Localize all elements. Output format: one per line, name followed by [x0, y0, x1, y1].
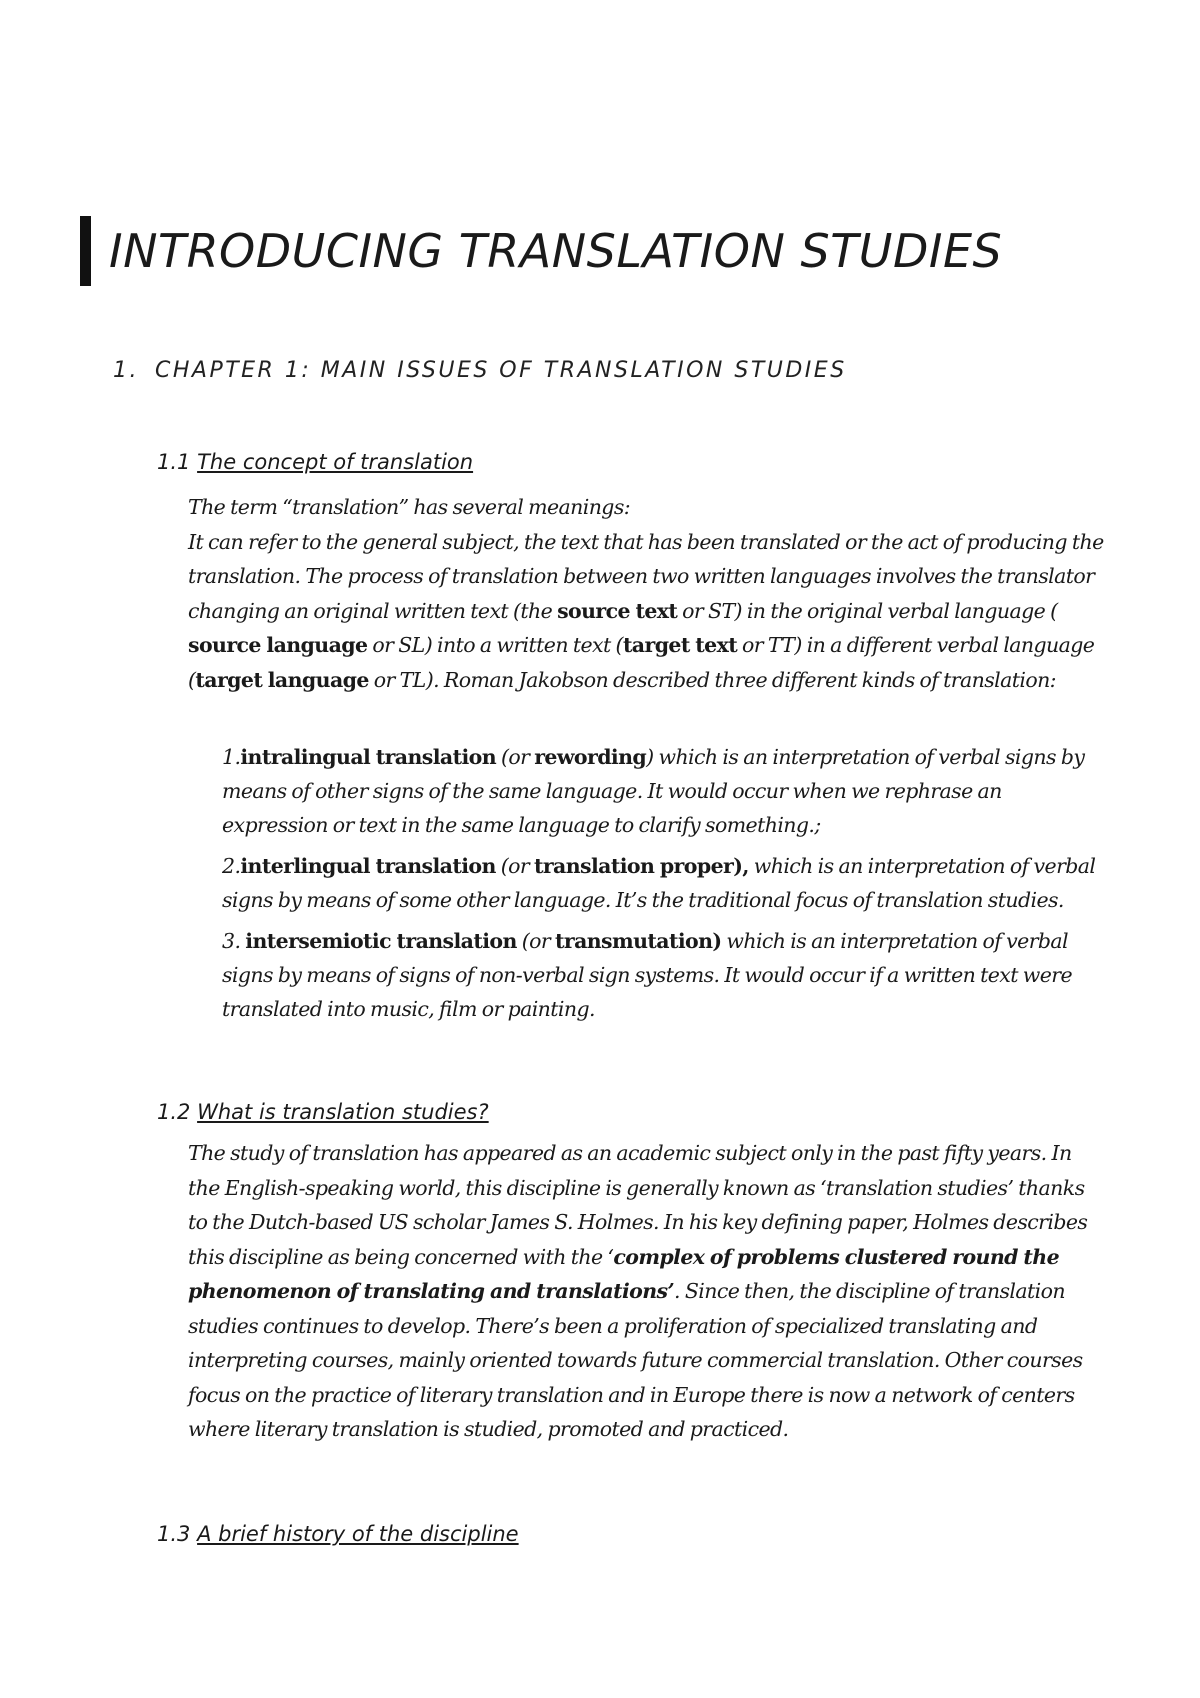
section-heading-1-1: [157, 450, 473, 474]
list-item: 3. intersemiotic translation (or transmutation) which is an interpretation of verbal signs by means of signs of non-verbal sign systems. It would occur if a written text were translated into music, film or painting.: [222, 929, 1073, 1021]
section-title: A brief history of the discipline: [197, 1522, 519, 1546]
section-number: 1.1: [157, 450, 191, 474]
document-title: [80, 218, 1140, 284]
section-1-2-paragraph: The study of translation has appeared as an academic subject only in the past fifty years. In the English-speaking world, this discipline is generally known as ‘translation studies’ thanks to the Dutch-based US scholar James S. Holmes. In his key defining paper, Holmes describes this discipline as being concerned with the ‘complex of problems clustered round the phenomenon of translating and translations’. Since then, the discipline of translation studies continues to develop. There’s been a proliferation of specialized translating and interpreting courses, mainly oriented towards future commercial translation. Other courses focus on the practice of literary translation and in Europe there is now a network of centers where literary translation is studied, promoted and practiced.: [188, 1141, 1088, 1441]
list-item: 1.intralingual translation (or rewording) which is an interpretation of verbal signs by means of other signs of the same language. It would occur when we rephrase an expression or text in the same language to clarify something.;: [222, 745, 1085, 837]
section-title: What is translation studies?: [197, 1100, 489, 1124]
section-title: The concept of translation: [197, 450, 474, 474]
translation-types-list: [222, 740, 1102, 1033]
chapter-title: CHAPTER 1: MAIN ISSUES OF TRANSLATION STUDIES: [155, 358, 847, 383]
section-number: 1.3: [157, 1522, 191, 1546]
bold-term: target language: [195, 667, 369, 692]
section-1-2-body: [188, 1136, 1108, 1447]
section-heading-1-2: [157, 1100, 489, 1124]
bold-term: target text: [622, 633, 738, 657]
chapter-number: 1.: [113, 358, 139, 383]
title-accent-bar: [80, 216, 91, 286]
section-number: 1.2: [157, 1100, 191, 1124]
bold-quote: complex of problems clustered round the phenomenon of translating and translations’: [188, 1244, 1060, 1303]
section-1-1-intro: The term “translation” has several meanings:: [188, 495, 631, 519]
section-1-1-paragraph: It can refer to the general subject, the text that has been translated or the act of producing the translation. The process of translation between two written languages involves the translator changing an original written text (the source text or ST) in the original verbal language ( source language or SL) into a written text (target text or TT) in a different verbal language (target language or TL). Roman Jakobson described three different kinds of translation:: [188, 529, 1104, 692]
bold-term: source language: [188, 633, 368, 657]
section-heading-1-3: [157, 1522, 519, 1546]
chapter-heading: [113, 358, 847, 383]
section-1-1-body: [188, 490, 1108, 697]
list-item: 2.interlingual translation (or translation proper), which is an interpretation of verbal signs by means of some other language. It’s the traditional focus of translation studies.: [222, 854, 1096, 912]
document-title-text: INTRODUCING TRANSLATION STUDIES: [109, 224, 1003, 278]
bold-term: source text: [557, 598, 678, 623]
